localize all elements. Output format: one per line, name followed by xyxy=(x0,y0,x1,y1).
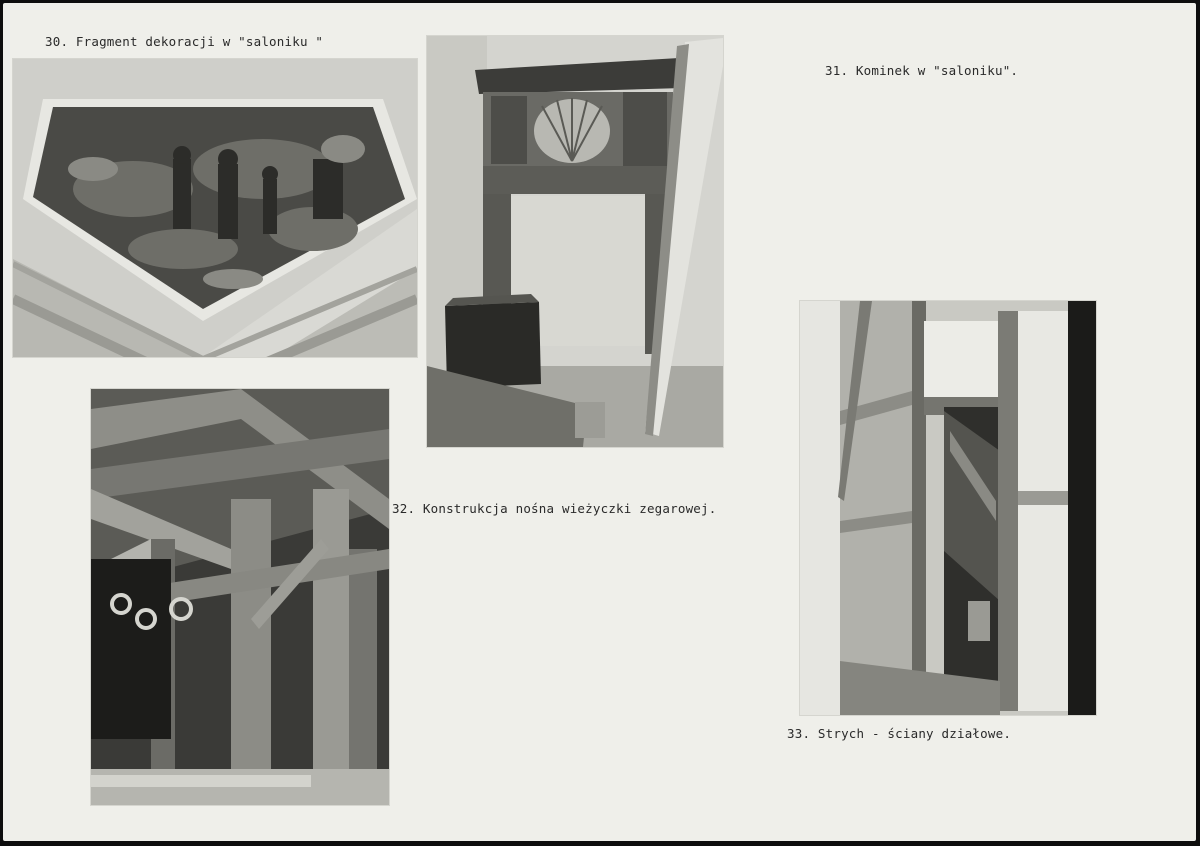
caption-33: 33. Strych - ściany działowe. xyxy=(787,726,1012,741)
album-page xyxy=(3,3,1196,841)
caption-31: 31. Kominek w "saloniku". xyxy=(825,63,1019,78)
photo-tower-structure xyxy=(91,389,389,805)
caption-30: 30. Fragment dekoracji w "saloniku " xyxy=(45,34,324,49)
photo-fireplace xyxy=(427,36,723,447)
photo-ceiling-relief xyxy=(13,59,417,357)
attic-walls-image xyxy=(800,301,1096,715)
ceiling-relief-image xyxy=(13,59,417,357)
caption-32: 32. Konstrukcja nośna wieżyczki zegarowej. xyxy=(392,501,717,516)
fireplace-image xyxy=(427,36,723,447)
tower-structure-image xyxy=(91,389,389,805)
photo-attic-walls xyxy=(800,301,1096,715)
